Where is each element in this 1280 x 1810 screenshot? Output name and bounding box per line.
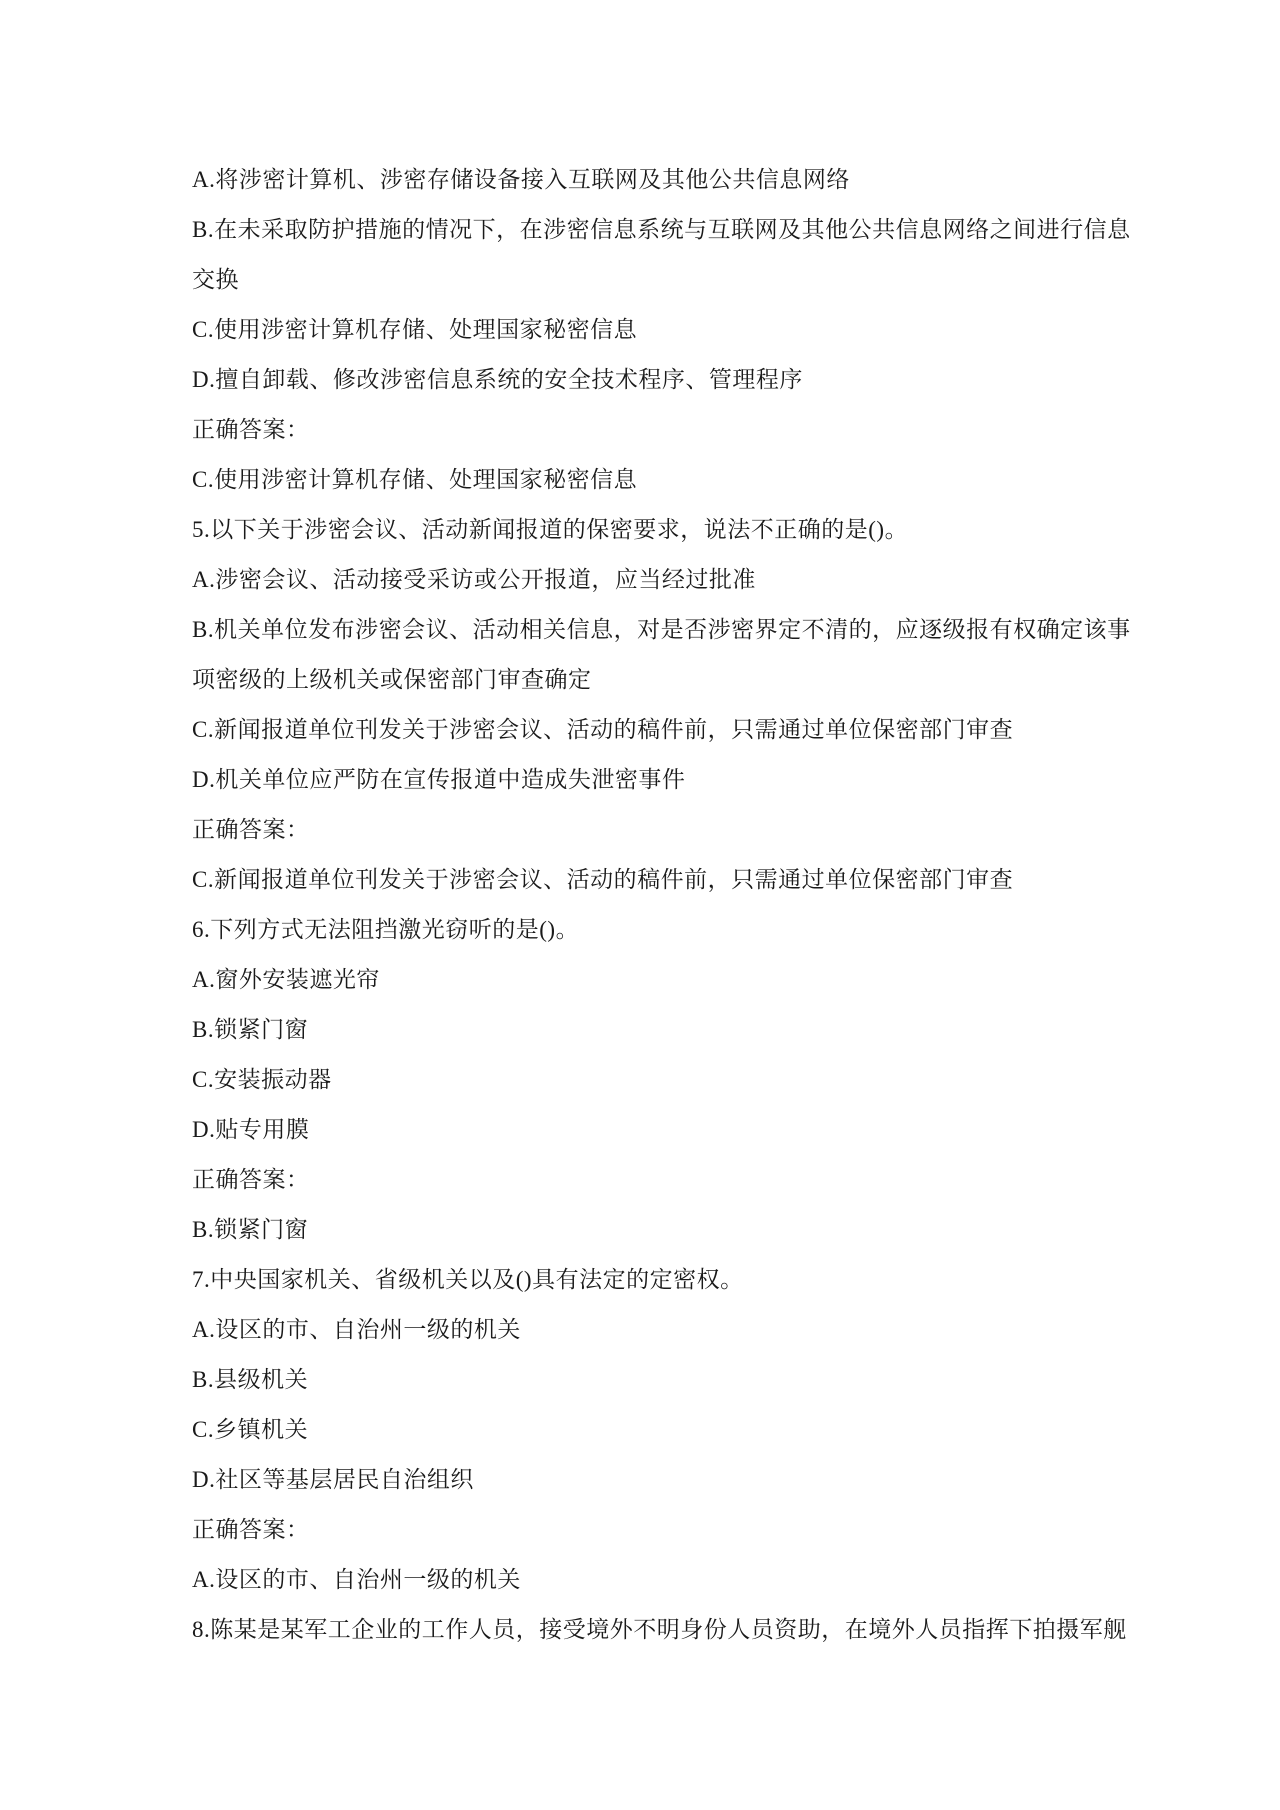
q6-answer-label: 正确答案： xyxy=(192,1167,310,1192)
q5-option-b-wrap: 项密级的上级机关或保密部门审查确定 xyxy=(192,667,592,692)
q4-option-b-wrap: 交换 xyxy=(192,267,239,292)
q5-option-a: A.涉密会议、活动接受采访或公开报道，应当经过批准 xyxy=(192,567,756,592)
q7-answer-label: 正确答案： xyxy=(192,1517,310,1542)
q6-answer: B.锁紧门窗 xyxy=(192,1217,309,1242)
q7-question: 7.中央国家机关、省级机关以及()具有法定的定密权。 xyxy=(192,1267,744,1292)
q5-option-d: D.机关单位应严防在宣传报道中造成失泄密事件 xyxy=(192,767,686,792)
q7-answer: A.设区的市、自治州一级的机关 xyxy=(192,1567,521,1592)
q4-answer-label: 正确答案： xyxy=(192,417,310,442)
q6-option-d: D.贴专用膜 xyxy=(192,1117,310,1142)
q6-option-a: A.窗外安装遮光帘 xyxy=(192,967,380,992)
q5-question: 5.以下关于涉密会议、活动新闻报道的保密要求，说法不正确的是()。 xyxy=(192,517,909,542)
q4-option-b: B.在未采取防护措施的情况下，在涉密信息系统与互联网及其他公共信息网络之间进行信息 xyxy=(192,217,1131,242)
q7-option-c: C.乡镇机关 xyxy=(192,1417,309,1442)
q5-answer-label: 正确答案： xyxy=(192,817,310,842)
q5-option-c: C.新闻报道单位刊发关于涉密会议、活动的稿件前，只需通过单位保密部门审查 xyxy=(192,717,1014,742)
q4-option-c: C.使用涉密计算机存储、处理国家秘密信息 xyxy=(192,317,638,342)
q5-answer: C.新闻报道单位刊发关于涉密会议、活动的稿件前，只需通过单位保密部门审查 xyxy=(192,867,1014,892)
q4-option-a: A.将涉密计算机、涉密存储设备接入互联网及其他公共信息网络 xyxy=(192,167,850,192)
q6-option-c: C.安装振动器 xyxy=(192,1067,332,1092)
q5-option-b: B.机关单位发布涉密会议、活动相关信息，对是否涉密界定不清的，应逐级报有权确定该事 xyxy=(192,617,1131,642)
q8-question: 8.陈某是某军工企业的工作人员，接受境外不明身份人员资助，在境外人员指挥下拍摄军舰 xyxy=(192,1617,1127,1642)
q7-option-d: D.社区等基层居民自治组织 xyxy=(192,1467,474,1492)
q4-option-d: D.擅自卸载、修改涉密信息系统的安全技术程序、管理程序 xyxy=(192,367,803,392)
q7-option-b: B.县级机关 xyxy=(192,1367,309,1392)
q6-option-b: B.锁紧门窗 xyxy=(192,1017,309,1042)
q7-option-a: A.设区的市、自治州一级的机关 xyxy=(192,1317,521,1342)
q6-question: 6.下列方式无法阻挡激光窃听的是()。 xyxy=(192,917,580,942)
q4-answer: C.使用涉密计算机存储、处理国家秘密信息 xyxy=(192,467,638,492)
